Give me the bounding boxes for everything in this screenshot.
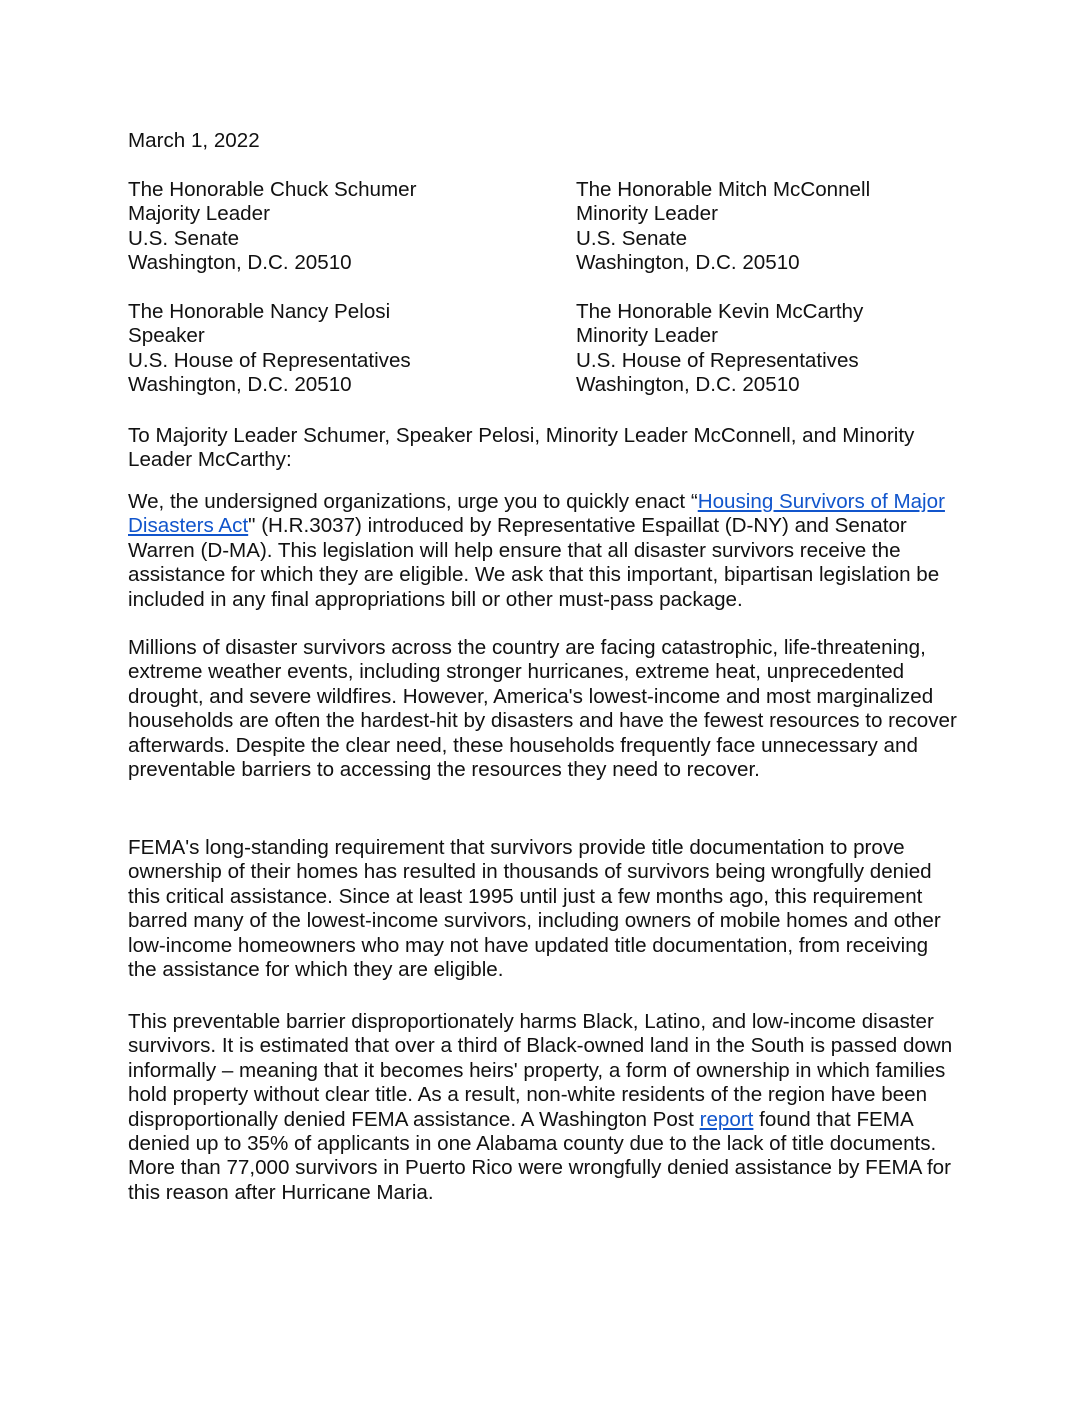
addressee-name: The Honorable Mitch McConnell [576,178,871,201]
addressee-chamber: U.S. Senate [576,226,688,250]
addressee-schumer [128,178,576,276]
addressee-name: The Honorable Nancy Pelosi [128,300,391,323]
addressee-block-house [128,300,958,398]
addressee-mcconnell [576,178,958,276]
washington-post-report-link[interactable]: report [699,1107,754,1131]
addressee-chamber: U.S. House of Representatives [128,348,411,372]
addressee-chamber: U.S. House of Representatives [576,348,859,372]
paragraph-urge-enactment [128,490,958,612]
addressee-city: Washington, D.C. 20510 [128,373,352,397]
bill-link[interactable]: Housing Survivors of Major Disasters Act [128,490,945,538]
addressee-block-senate [128,178,958,276]
addressee-city: Washington, D.C. 20510 [128,251,352,275]
paragraph-disaster-survivors: Millions of disaster survivors across the country are facing catastrophic, life-threatening, extreme weather events, including stronger hurricanes, extreme heat, unprecedented drought, and severe wildfires. However, America's lowest-income and most marginalized households are often the hardest-hit by disasters and have the fewest resources to recover afterwards. Despite the clear need, these households frequently face unnecessary and preventable barriers to accessing the resources they need to recover. [128,636,957,782]
salutation: To Majority Leader Schumer, Speaker Pelosi, Minority Leader McConnell, and Minority Leader McCarthy: [128,424,915,472]
addressee-city: Washington, D.C. 20510 [576,251,800,275]
paragraph-text: We, the undersigned organizations, urge you to quickly enact “ [128,490,698,513]
paragraph-fema-title-requirement: FEMA's long-standing requirement that survivors provide title documentation to prove ownership of their homes has resulted in thousands of survivors being wrongfully denied this critical assistance. Since at least 1995 until just a few months ago, this requirement barred many of the lowest-income survivors, including owners of mobile homes and other low-income homeowners who may not have updated title documentation, from receiving the assistance for which they are eligible. [128,836,941,982]
addressee-title: Speaker [128,324,205,348]
addressee-title: Minority Leader [576,324,718,348]
addressee-name: The Honorable Chuck Schumer [128,178,417,201]
addressee-mccarthy [576,300,958,398]
addressee-pelosi [128,300,576,398]
addressee-title: Majority Leader [128,202,270,226]
paragraph-disproportionate-harm [128,1010,958,1205]
letter-date: March 1, 2022 [128,129,260,152]
paragraph-text: found that FEMA denied up to 35% of applicants in one Alabama county due to the lack of title documents. More than 77,000 survivors in Puerto Rico were wrongfully denied assistance by FEMA for this reason after Hurricane Maria. [128,1107,951,1204]
addressee-city: Washington, D.C. 20510 [576,373,800,397]
addressee-chamber: U.S. Senate [128,226,240,250]
paragraph-text: " (H.R.3037) introduced by Representative Espaillat (D-NY) and Senator Warren (D-MA). This legislation will help ensure that all disaster survivors receive the assistance for which they are eligible. We ask that this important, bipartisan legislation be included in any final appropriations bill or other must-pass package. [128,514,940,611]
addressee-name: The Honorable Kevin McCarthy [576,300,864,323]
paragraph-text: This preventable barrier disproportionately harms Black, Latino, and low-income disaster survivors. It is estimated that over a third of Black-owned land in the South is passed down informally – meaning that it becomes heirs' property, a form of ownership in which families hold property without clear title. As a result, non-white residents of the region have been disproportionally denied FEMA assistance. A Washington Post [128,1010,953,1131]
addressee-title: Minority Leader [576,202,718,226]
